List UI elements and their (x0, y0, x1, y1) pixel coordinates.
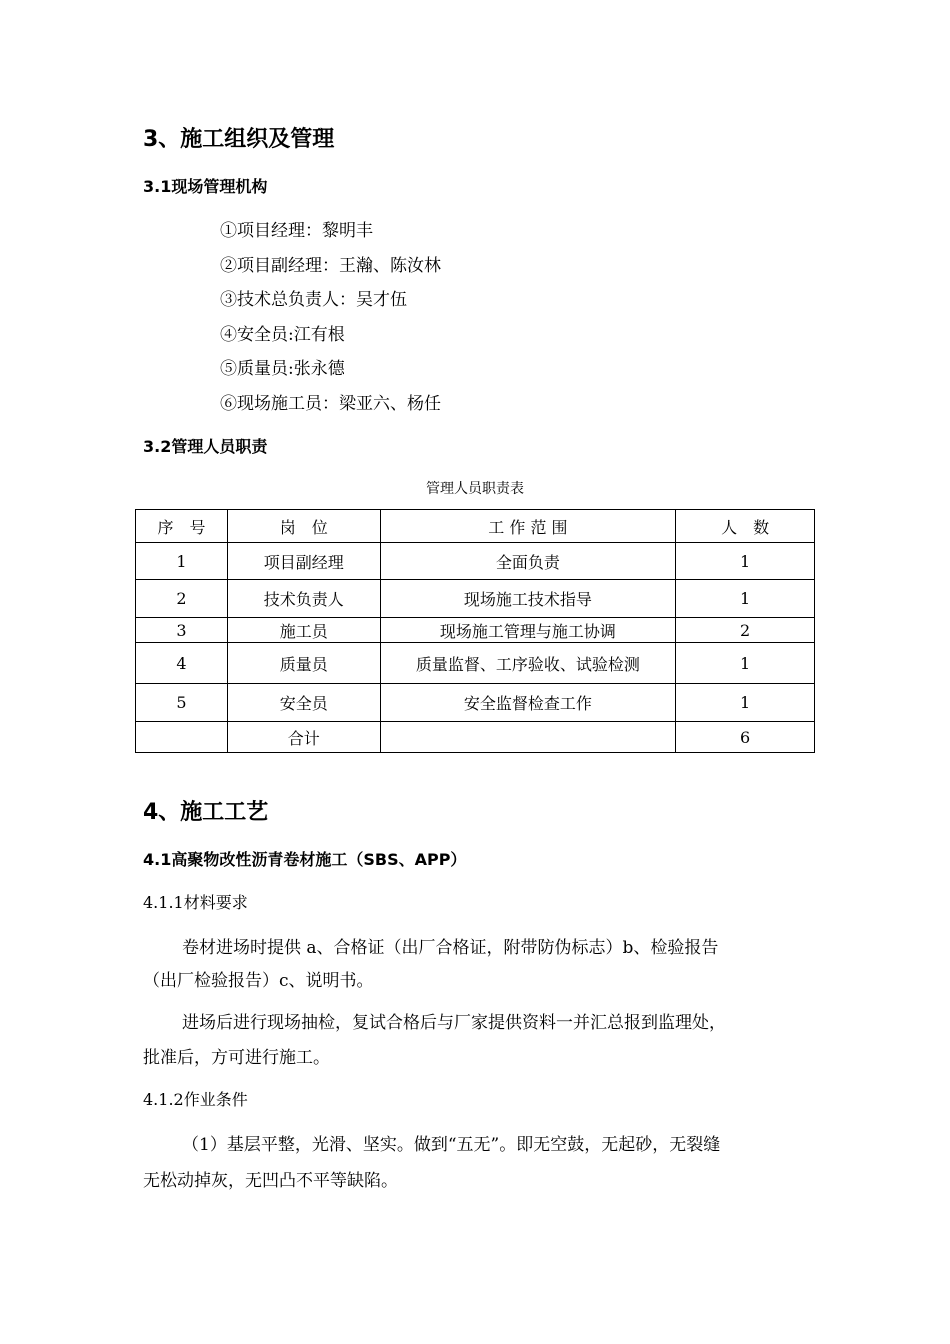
cell-index: 1 (136, 543, 228, 580)
staff-item-4: ④安全员:江有根 (220, 325, 345, 345)
cell-index: 4 (136, 643, 228, 684)
cell-scope: 现场施工技术指导 (380, 580, 676, 618)
table-total-row (136, 722, 815, 753)
header-position: 岗 位 (227, 510, 380, 543)
cell-count: 1 (676, 643, 815, 684)
cell-scope: 全面负责 (380, 543, 676, 580)
table-row (136, 543, 815, 580)
cell-scope: 质量监督、工序验收、试验检测 (380, 643, 676, 684)
section-4-1-2-title: 4.1.2作业条件 (143, 1090, 248, 1109)
paragraph-line: 卷材进场时提供 a、合格证（出厂合格证，附带防伪标志）b、检验报告 (182, 938, 719, 958)
cell-count: 1 (676, 580, 815, 618)
section-4-1-title: 4.1高聚物改性沥青卷材施工（SBS、APP） (143, 850, 467, 869)
table-row (136, 684, 815, 722)
paragraph-line: 进场后进行现场抽检，复试合格后与厂家提供资料一并汇总报到监理处， (182, 1013, 726, 1033)
cell-position: 技术负责人 (227, 580, 380, 618)
cell-index: 2 (136, 580, 228, 618)
staff-item-5: ⑤质量员:张永德 (220, 359, 345, 379)
paragraph-line: （出厂检验报告）c、说明书。 (143, 971, 374, 991)
duty-table (135, 509, 815, 753)
table-header-row (136, 510, 815, 543)
section-3-title: 3、施工组织及管理 (143, 127, 335, 152)
header-scope: 工 作 范 围 (380, 510, 676, 543)
staff-item-6: ⑥现场施工员：梁亚六、杨任 (220, 394, 441, 414)
table-row (136, 580, 815, 618)
header-index: 序 号 (136, 510, 228, 543)
cell-index: 3 (136, 618, 228, 643)
paragraph-line: （1）基层平整，光滑、坚实。做到“五无”。即无空鼓，无起砂，无裂缝 (182, 1135, 721, 1155)
staff-item-3: ③技术总负责人：吴才伍 (220, 290, 407, 310)
section-4-title: 4、施工工艺 (143, 800, 269, 825)
cell-count: 1 (676, 684, 815, 722)
cell-total-count: 6 (676, 722, 815, 753)
header-count: 人 数 (676, 510, 815, 543)
cell-position: 施工员 (227, 618, 380, 643)
table-row (136, 643, 815, 684)
cell-count: 2 (676, 618, 815, 643)
staff-item-2: ②项目副经理：王瀚、陈汝林 (220, 256, 441, 276)
section-4-1-1-title: 4.1.1材料要求 (143, 893, 248, 912)
paragraph-line: 批准后，方可进行施工。 (143, 1048, 330, 1068)
paragraph-line: 无松动掉灰，无凹凸不平等缺陷。 (143, 1171, 398, 1191)
cell-scope: 现场施工管理与施工协调 (380, 618, 676, 643)
cell-position: 安全员 (227, 684, 380, 722)
cell-position: 质量员 (227, 643, 380, 684)
cell-scope (380, 722, 676, 753)
cell-position: 项目副经理 (227, 543, 380, 580)
cell-scope: 安全监督检查工作 (380, 684, 676, 722)
table-row (136, 618, 815, 643)
section-3-1-title: 3.1现场管理机构 (143, 177, 268, 196)
table-caption: 管理人员职责表 (426, 481, 524, 497)
staff-item-1: ①项目经理：黎明丰 (220, 221, 373, 241)
cell-count: 1 (676, 543, 815, 580)
section-3-2-title: 3.2管理人员职责 (143, 437, 268, 456)
cell-index: 5 (136, 684, 228, 722)
cell-total-label: 合计 (227, 722, 380, 753)
cell-index (136, 722, 228, 753)
